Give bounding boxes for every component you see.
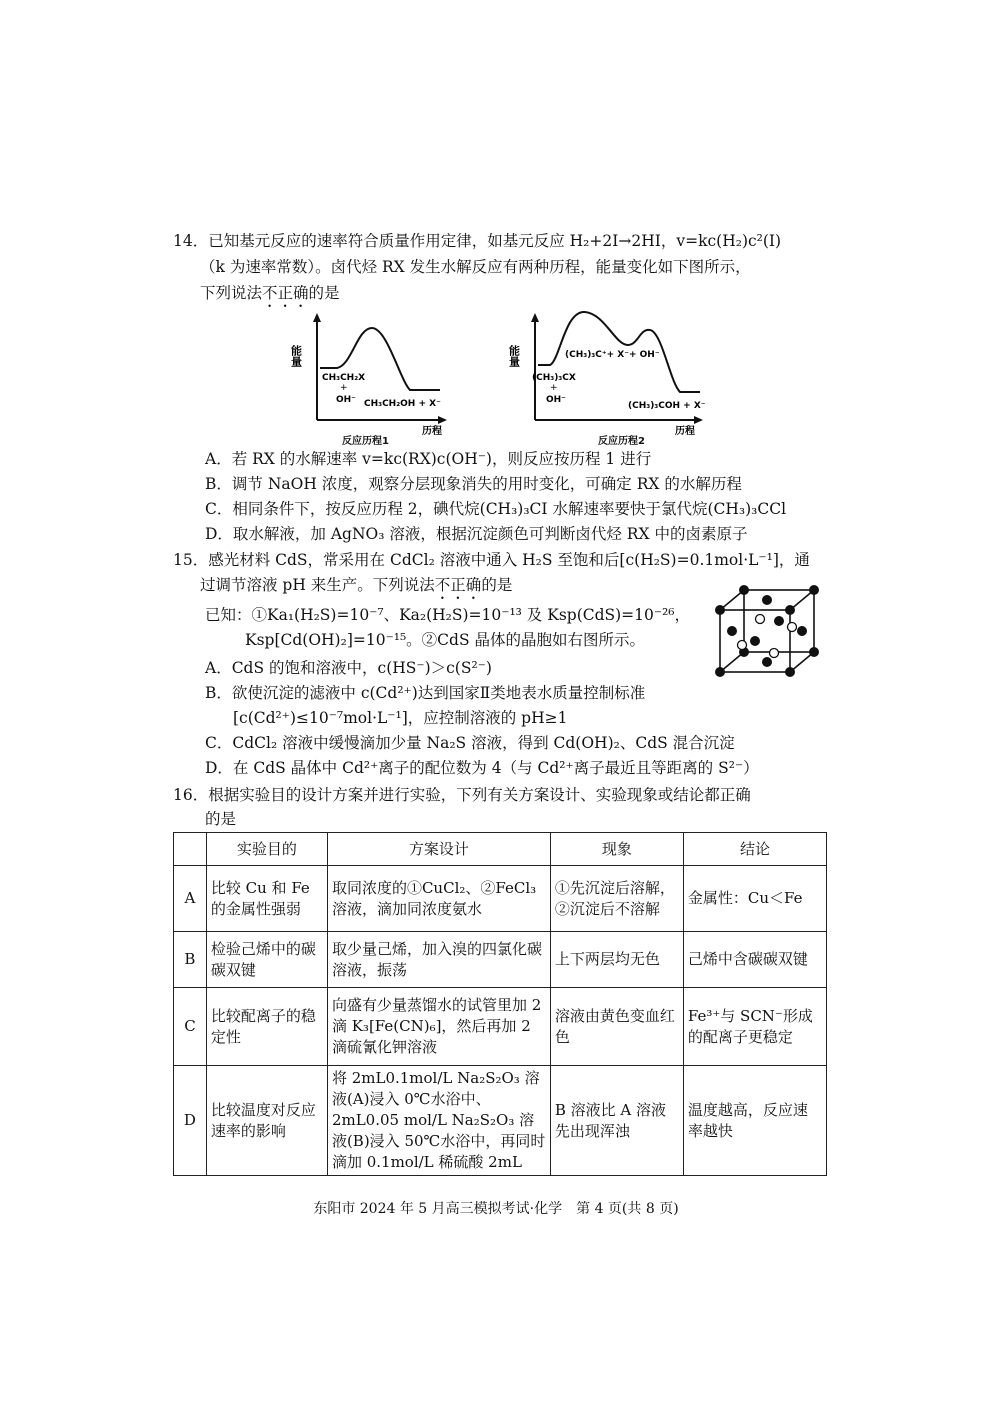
reactant-label: (CH₃)₃CX [532,373,576,383]
xlabel: 历程 [675,426,695,437]
q15-stem-text: 过调节溶液 pH 来生产。下列说法 [200,576,435,594]
q15-stem-tail: 的是 [481,576,513,594]
table-cell: 取少量己烯，加入溴的四氯化碳溶液，振荡 [327,932,550,988]
table-cell: 上下两层均无色 [550,932,683,988]
header-cell: 结论 [683,833,826,866]
oh-label: OH⁻ [546,395,566,405]
q16-stem-line1: 16．根据实验目的设计方案并进行实验，下列有关方案设计、实验现象或结论都正确 [173,786,751,804]
table-cell: 温度越高，反应速率越快 [683,1066,826,1176]
caption-2: 反应历程2 [598,436,645,447]
table-cell: 将 2mL0.1mol/L Na₂S₂O₃ 溶液(A)浸入 0℃水浴中、2mL0.05 mol/L Na₂S₂O₃ 溶液(B)浸入 50℃水浴中，再同时滴加 0.1mol/L 稀硫酸 2mL [327,1066,550,1176]
q16-stem-line2: 的是 [205,810,237,828]
row-key: D [174,1066,207,1176]
x-axis-arrow [438,416,447,424]
q14-stem-line1: 14．已知基元反应的速率符合质量作用定律，如基元反应 H₂+2I→2HI，v=kc(H₂)c²(I) [173,232,782,250]
q15-known-line2: Ksp[Cd(OH)₂]=10⁻¹⁵。②CdS 晶体的晶胞如右图所示。 [245,631,646,649]
q15-option-b-line1: B．欲使沉淀的滤液中 c(Cd²⁺)达到国家Ⅱ类地表水质量控制标准 [205,684,646,702]
x-axis-arrow [694,416,703,424]
header-cell: 现象 [550,833,683,866]
q15-emphasis: 不正确 [434,576,482,594]
table-cell: 检验己烯中的碳碳双键 [206,932,327,988]
table-row [174,932,827,988]
reactant-label: CH₃CH₂X [322,373,366,383]
header-cell: 方案设计 [327,833,550,866]
q15-stem-line2 [200,574,512,603]
table-row [174,988,827,1066]
table-cell: 溶液由黄色变血红色 [550,988,683,1066]
q15-known-line1: 已知：①Ka₁(H₂S)=10⁻⁷、Ka₂(H₂S)=10⁻¹³ 及 Ksp(CdS)=10⁻²⁶， [205,606,691,624]
y-axis-arrow [313,313,321,322]
plus-label: + [550,383,558,393]
q14-option-d: D．取水解液，加 AgNO₃ 溶液，根据沉淀颜色可判断卤代烃 RX 中的卤素原子 [205,525,748,543]
energy-diagram-2 [507,310,710,445]
product-label: (CH₃)₃COH + X⁻ [628,401,706,411]
table-row [174,1066,827,1176]
row-key: C [174,988,207,1066]
table-cell: 比较配离子的稳定性 [206,988,327,1066]
product-label: CH₃CH₂OH + X⁻ [364,399,441,409]
table-cell: B 溶液比 A 溶液先出现浑浊 [550,1066,683,1176]
header-cell: 实验目的 [206,833,327,866]
y-axis-arrow [531,313,539,322]
q15-option-c: C．CdCl₂ 溶液中缓慢滴加少量 Na₂S 溶液，得到 Cd(OH)₂、CdS 混合沉淀 [205,734,735,752]
ylabel: 能量 [507,345,521,367]
q14-emphasis: 不正确 [262,284,309,302]
q14-option-b: B．调节 NaOH 浓度，观察分层现象消失的用时变化，可确定 RX 的水解历程 [205,475,742,493]
plus-label: + [340,383,348,393]
q15-option-d: D．在 CdS 晶体中 Cd²⁺离子的配位数为 4（与 Cd²⁺离子最近且等距离的 S²⁻） [205,759,759,777]
q14-option-a: A．若 RX 的水解速率 v=kc(RX)c(OH⁻)，则反应按历程 1 进行 [205,450,652,468]
table-header-row [174,833,827,866]
table-cell: 比较温度对反应速率的影响 [206,1066,327,1176]
q15-stem-line1: 15．感光材料 CdS，常采用在 CdCl₂ 溶液中通入 H₂S 至饱和后[c(H₂S)=0.1mol·L⁻¹]，通 [173,551,810,569]
q14-stem-text: 下列说法 [200,284,263,302]
q14-option-c: C．相同条件下，按反应历程 2，碘代烷(CH₃)₃CI 水解速率要快于氯代烷(CH₃)₃CCl [205,500,787,518]
table-cell: 比较 Cu 和 Fe 的金属性强弱 [206,866,327,932]
header-cell [174,833,207,866]
experiment-table [173,832,827,1176]
table-cell: 向盛有少量蒸馏水的试管里加 2 滴 K₃[Fe(CN)₆]，然后再加 2 滴硫氰化钾溶液 [327,988,550,1066]
q15-option-b-line2: [c(Cd²⁺)≤10⁻⁷mol·L⁻¹]，应控制溶液的 pH≥1 [233,709,568,727]
table-cell: 金属性：Cu＜Fe [683,866,826,932]
q15-option-a: A．CdS 的饱和溶液中，c(HS⁻)＞c(S²⁻) [205,659,492,677]
q14-stem-tail: 的是 [308,284,340,302]
table-cell: Fe³⁺与 SCN⁻形成的配离子更稳定 [683,988,826,1066]
intermediate-label: (CH₃)₃C⁺+ X⁻+ OH⁻ [565,350,660,360]
page-footer: 东阳市 2024 年 5 月高三模拟考试·化学 第 4 页(共 8 页) [313,1201,679,1217]
xlabel: 历程 [422,426,442,437]
ylabel: 能量 [289,345,303,367]
table-cell: 取同浓度的①CuCl₂、②FeCl₃ 溶液，滴加同浓度氨水 [327,866,550,932]
row-key: B [174,932,207,988]
table-cell: 己烯中含碳碳双键 [683,932,826,988]
cds-unit-cell [712,585,827,680]
table-row [174,866,827,932]
q14-stem-line3 [200,282,340,311]
oh-label: OH⁻ [336,395,356,405]
energy-diagram-1 [289,310,452,445]
table-cell: ①先沉淀后溶解，②沉淀后不溶解 [550,866,683,932]
caption-1: 反应历程1 [342,436,389,447]
q14-stem-line2: （k 为速率常数）。卤代烃 RX 发生水解反应有两种历程，能量变化如下图所示， [200,258,751,276]
row-key: A [174,866,207,932]
